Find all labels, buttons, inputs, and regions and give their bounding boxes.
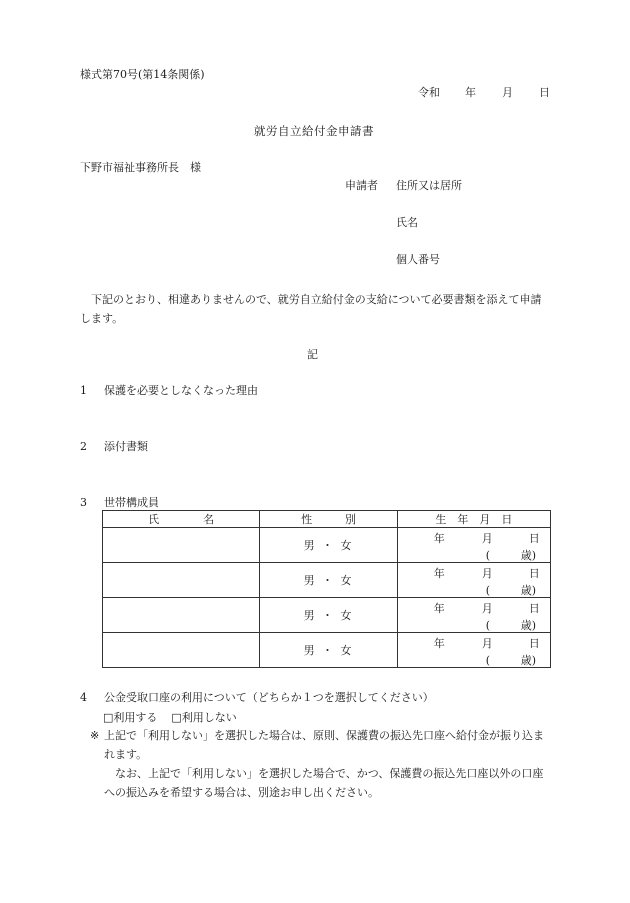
page-title: 就労自立給付金申請書 (254, 124, 374, 138)
dob-cell[interactable] (397, 598, 550, 633)
form-number: 様式第70号(第14条関係) (80, 68, 205, 81)
note-paragraph-2: なお、上記で「利用しない」を選択した場合で、かつ、保護費の振込先口座以外の口座への振込みを希望する場合は、別途お申し出ください。 (104, 767, 544, 799)
dob-cell[interactable] (397, 633, 550, 668)
section-2 (80, 438, 148, 454)
dob-year: 年 (433, 532, 445, 545)
age-open: ( (485, 584, 491, 597)
section-1-number: 1 (80, 384, 87, 397)
section-4 (80, 689, 434, 705)
household-members-table (102, 510, 551, 668)
age-label: 歳) (520, 654, 537, 667)
table-row (103, 528, 551, 563)
table-row (103, 633, 551, 668)
dob-month: 月 (481, 567, 493, 580)
dob-day: 日 (528, 637, 540, 650)
name-cell[interactable] (103, 633, 260, 668)
sex-cell[interactable]: 男 ・ 女 (260, 598, 397, 633)
header-sex: 性 別 (260, 511, 397, 528)
age-label: 歳) (520, 549, 537, 562)
use-account-checkbox[interactable]: □利用する (103, 711, 158, 724)
date-line (418, 84, 550, 100)
date-era: 令和 (418, 86, 440, 99)
dob-year: 年 (433, 567, 445, 580)
body-text: 下記のとおり、相違ありませんので、就労自立給付金の支給について必要書類を添えて申請します。 (80, 293, 542, 325)
dob-day: 日 (528, 532, 540, 545)
section-3-number: 3 (80, 496, 87, 509)
table-row (103, 563, 551, 598)
section-4-number: 4 (80, 691, 87, 704)
date-day: 日 (539, 86, 550, 99)
age-open: ( (485, 654, 491, 667)
dob-month: 月 (481, 532, 493, 545)
table-header-row (103, 511, 551, 528)
note-mark: ※ (90, 729, 100, 742)
section-3-label: 世帯構成員 (104, 496, 159, 509)
dob-cell[interactable] (397, 528, 550, 563)
note (90, 726, 550, 802)
dob-day: 日 (528, 567, 540, 580)
dob-year: 年 (433, 637, 445, 650)
header-dob: 生 年 月 日 (397, 511, 550, 528)
note-paragraph-1: 上記で「利用しない」を選択した場合は、原則、保護費の振込先口座へ給付金が振り込まれます。 (104, 729, 544, 761)
sex-cell[interactable]: 男 ・ 女 (260, 563, 397, 598)
dob-year: 年 (433, 602, 445, 615)
dob-day: 日 (528, 602, 540, 615)
name-label: 氏名 (396, 216, 418, 229)
age-label: 歳) (520, 584, 537, 597)
not-use-account-checkbox[interactable]: □利用しない (171, 711, 237, 724)
ki-heading: 記 (307, 348, 318, 361)
name-cell[interactable] (103, 563, 260, 598)
addressee: 下野市福祉事務所長 様 (80, 161, 201, 174)
date-year: 年 (465, 86, 476, 99)
dob-month: 月 (481, 602, 493, 615)
section-1-label: 保護を必要としなくなった理由 (104, 384, 258, 397)
name-cell[interactable] (103, 528, 260, 563)
applicant-label: 申請者 (345, 179, 378, 192)
address-label: 住所又は居所 (396, 179, 462, 192)
section-1 (80, 382, 258, 398)
table-row (103, 598, 551, 633)
dob-month: 月 (481, 637, 493, 650)
section-2-label: 添付書類 (104, 440, 148, 453)
dob-cell[interactable] (397, 563, 550, 598)
sex-cell[interactable]: 男 ・ 女 (260, 528, 397, 563)
age-open: ( (485, 549, 491, 562)
sex-cell[interactable]: 男 ・ 女 (260, 633, 397, 668)
age-label: 歳) (520, 619, 537, 632)
my-number-label: 個人番号 (396, 253, 440, 266)
section-4-label: 公金受取口座の利用について（どちらか１つを選択してください） (104, 691, 434, 704)
section-2-number: 2 (80, 440, 87, 453)
date-month: 月 (502, 86, 513, 99)
header-name: 氏 名 (103, 511, 260, 528)
account-choices (103, 709, 251, 725)
age-open: ( (485, 619, 491, 632)
name-cell[interactable] (103, 598, 260, 633)
section-3 (80, 494, 159, 510)
